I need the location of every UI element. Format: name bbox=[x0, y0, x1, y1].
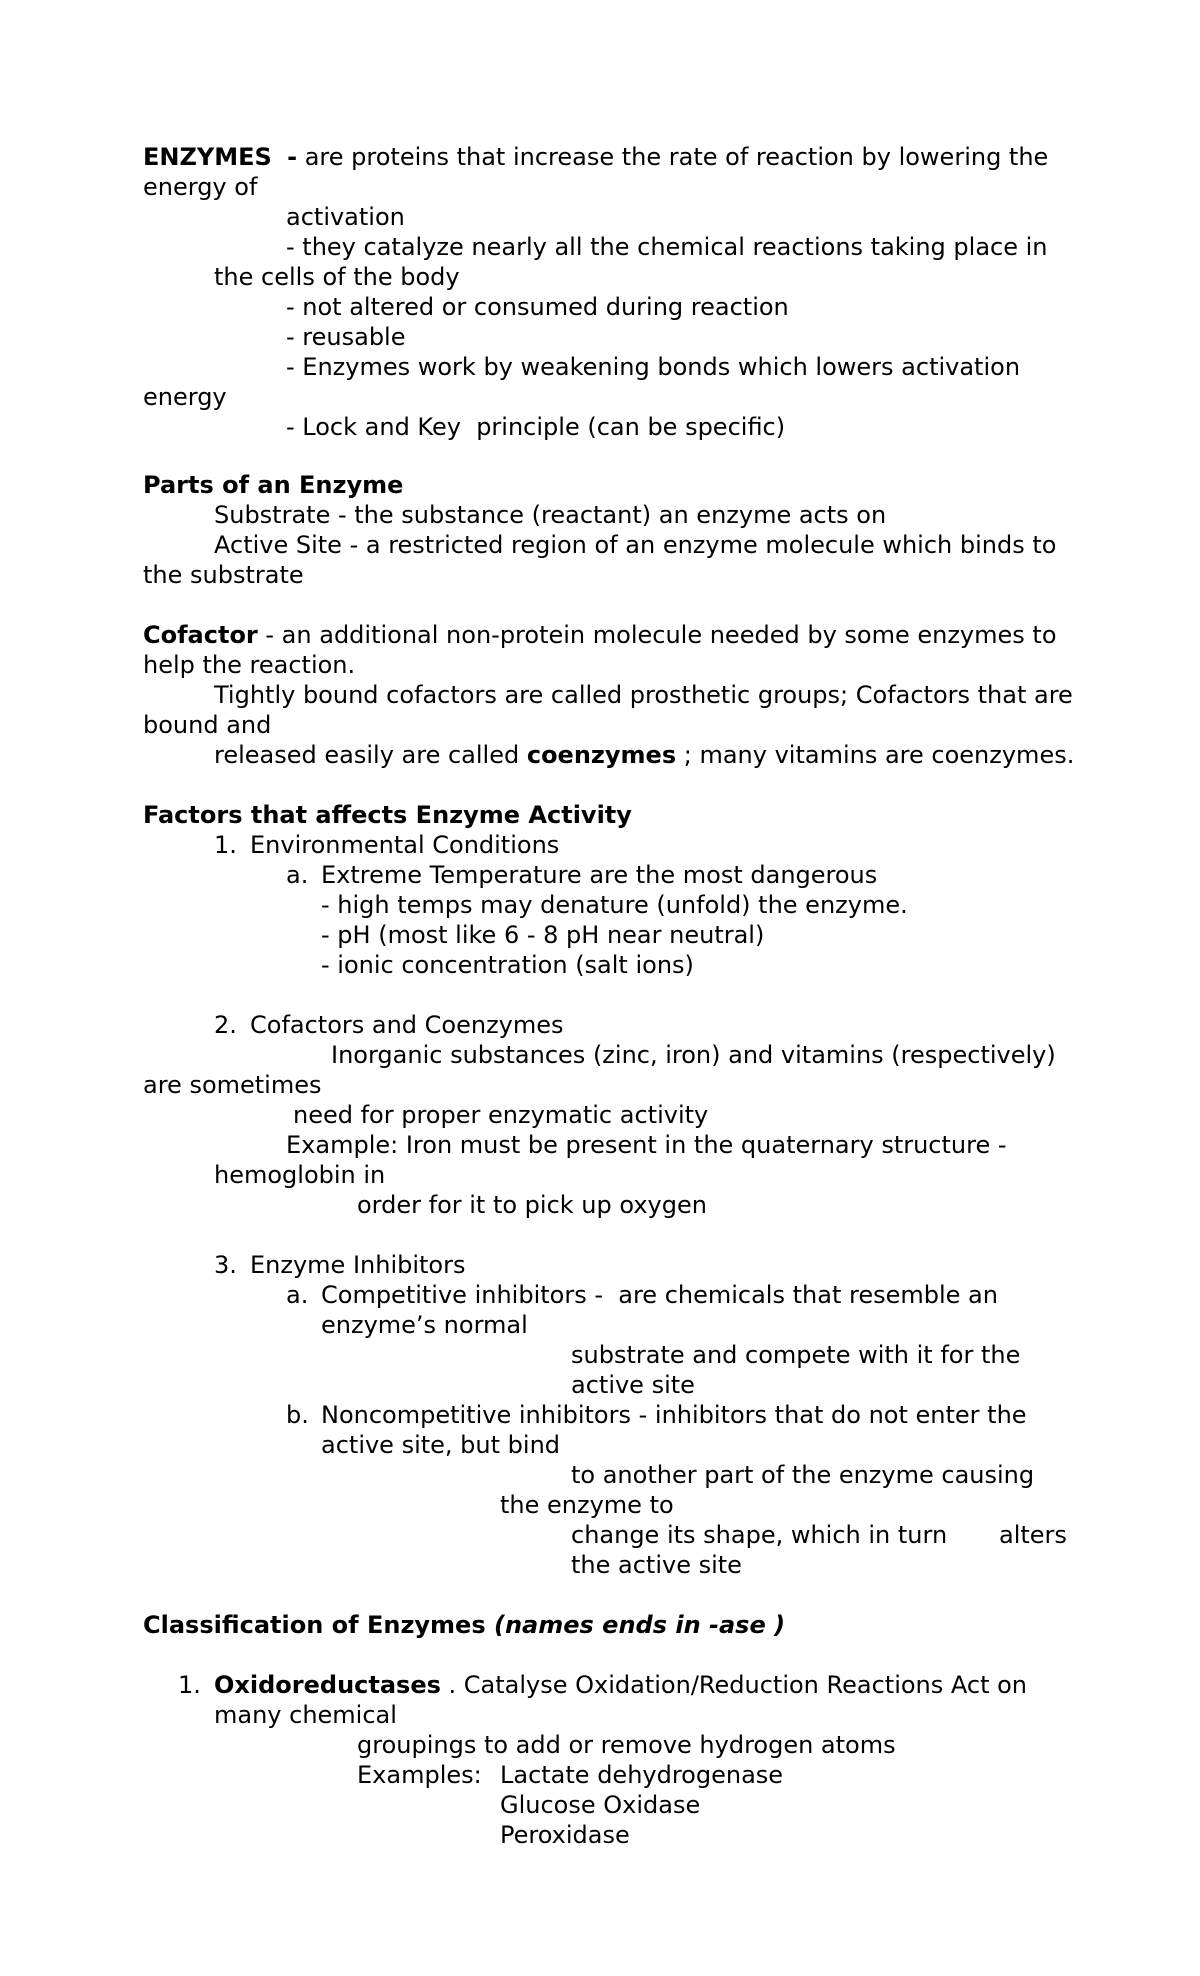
factor-3b-line6: the active site bbox=[571, 1551, 742, 1579]
factor-2-line2: are sometimes bbox=[143, 1071, 322, 1099]
factor-3a-line4: active site bbox=[571, 1371, 695, 1399]
class-1-examples-label: Examples: bbox=[357, 1761, 482, 1789]
classification-heading bbox=[143, 1610, 785, 1640]
factors-heading-text: Factors that affects Enzyme Activity bbox=[143, 801, 632, 829]
factor-3b-line5-alters: alters bbox=[999, 1521, 1067, 1549]
factor-3a-line2: enzyme’s normal bbox=[321, 1311, 528, 1339]
enzymes-bullet-lock-key: - Lock and Key principle (can be specific) bbox=[286, 413, 786, 441]
factor-1-title: Environmental Conditions bbox=[250, 831, 560, 859]
cofactor-prosthetic-cont: bound and bbox=[143, 711, 272, 739]
enzymes-bullet-catalyze: - they catalyze nearly all the chemical reactions taking place in bbox=[286, 233, 1048, 261]
factor-3b-letter: b. bbox=[286, 1401, 309, 1429]
factor-3-title: Enzyme Inhibitors bbox=[250, 1251, 466, 1279]
enzymes-bullet-catalyze-cont: the cells of the body bbox=[214, 263, 460, 291]
enzymes-dash: - bbox=[287, 143, 298, 171]
classification-heading-note: (names ends in -ase ) bbox=[493, 1611, 786, 1639]
parts-heading-text: Parts of an Enzyme bbox=[143, 471, 404, 499]
class-1-line3: groupings to add or remove hydrogen atoms bbox=[357, 1731, 896, 1759]
enzymes-bullet-weakening-cont: energy bbox=[143, 383, 227, 411]
factor-3b-line2: active site, but bind bbox=[321, 1431, 561, 1459]
class-1-example: Glucose Oxidase bbox=[500, 1791, 701, 1819]
enzymes-term: ENZYMES bbox=[143, 143, 272, 171]
class-1-example: Lactate dehydrogenase bbox=[500, 1761, 784, 1789]
class-1-line2: many chemical bbox=[214, 1701, 397, 1729]
factor-1a-letter: a. bbox=[286, 861, 309, 889]
factor-3-number: 3. bbox=[214, 1251, 237, 1279]
factor-2-example: Example: Iron must be present in the quaternary structure - bbox=[286, 1131, 1007, 1159]
parts-substrate: Substrate - the substance (reactant) an enzyme acts on bbox=[214, 501, 887, 529]
factor-3b-line5: change its shape, which in turn bbox=[571, 1521, 948, 1549]
enzymes-bullet-weakening: - Enzymes work by weakening bonds which lowers activation bbox=[286, 353, 1021, 381]
enzymes-def-part3: activation bbox=[286, 203, 405, 231]
factor-2-example-cont2: order for it to pick up oxygen bbox=[357, 1191, 707, 1219]
factor-3b-line3: to another part of the enzyme causing bbox=[571, 1461, 1035, 1489]
factor-2-line3: need for proper enzymatic activity bbox=[293, 1101, 709, 1129]
class-1-description: . Catalyse Oxidation/Reduction Reactions Act on bbox=[440, 1671, 1028, 1699]
enzymes-bullet-not-altered: - not altered or consumed during reaction bbox=[286, 293, 789, 321]
parts-active-site-cont: the substrate bbox=[143, 561, 304, 589]
enzymes-bullet-reusable: - reusable bbox=[286, 323, 406, 351]
enzymes-def-part1: are proteins that increase the rate of reaction by lowering the bbox=[304, 143, 1049, 171]
cofactor-def-part2: help the reaction. bbox=[143, 651, 356, 679]
factor-3a-letter: a. bbox=[286, 1281, 309, 1309]
factor-1-number: 1. bbox=[214, 831, 237, 859]
factor-1a-sub-high-temps: - high temps may denature (unfold) the enzyme. bbox=[321, 891, 908, 919]
factor-2-number: 2. bbox=[214, 1011, 237, 1039]
parts-heading bbox=[143, 470, 403, 500]
factors-heading bbox=[143, 800, 632, 830]
enzymes-definition-line bbox=[143, 142, 1048, 172]
factor-2-example-cont: hemoglobin in bbox=[214, 1161, 386, 1189]
factor-3a-line3: substrate and compete with it for the bbox=[571, 1341, 1021, 1369]
factor-1a-sub-ionic: - ionic concentration (salt ions) bbox=[321, 951, 694, 979]
coenzymes-term: coenzymes bbox=[526, 741, 677, 769]
cofactor-def-part1: - an additional non-protein molecule needed by some enzymes to bbox=[257, 621, 1057, 649]
factor-3b-line1: Noncompetitive inhibitors - inhibitors that do not enter the bbox=[321, 1401, 1027, 1429]
classification-heading-text: Classification of Enzymes bbox=[143, 1611, 494, 1639]
parts-active-site: Active Site - a restricted region of an enzyme molecule which binds to bbox=[214, 531, 1057, 559]
factor-1a-text: Extreme Temperature are the most dangerous bbox=[321, 861, 878, 889]
oxidoreductases-term: Oxidoreductases bbox=[214, 1671, 441, 1699]
factor-2-title: Cofactors and Coenzymes bbox=[250, 1011, 564, 1039]
enzymes-def-part2: energy of bbox=[143, 173, 258, 201]
cofactor-term: Cofactor bbox=[143, 621, 258, 649]
cofactor-coenzymes-line bbox=[214, 740, 1074, 770]
factor-3a-line1: Competitive inhibitors - are chemicals that resemble an bbox=[321, 1281, 998, 1309]
cofactor-coenzymes-post: ; many vitamins are coenzymes. bbox=[676, 741, 1075, 769]
class-1-number: 1. bbox=[178, 1671, 201, 1699]
factor-2-line1: Inorganic substances (zinc, iron) and vitamins (respectively) bbox=[331, 1041, 1056, 1069]
cofactor-coenzymes-pre: released easily are called bbox=[214, 741, 527, 769]
factor-3b-line4: the enzyme to bbox=[500, 1491, 674, 1519]
class-1-line1 bbox=[214, 1670, 1027, 1700]
factor-1a-sub-ph: - pH (most like 6 - 8 pH near neutral) bbox=[321, 921, 765, 949]
class-1-example: Peroxidase bbox=[500, 1821, 630, 1849]
cofactor-definition-line bbox=[143, 620, 1057, 650]
cofactor-prosthetic-line: Tightly bound cofactors are called prosthetic groups; Cofactors that are bbox=[214, 681, 1073, 709]
